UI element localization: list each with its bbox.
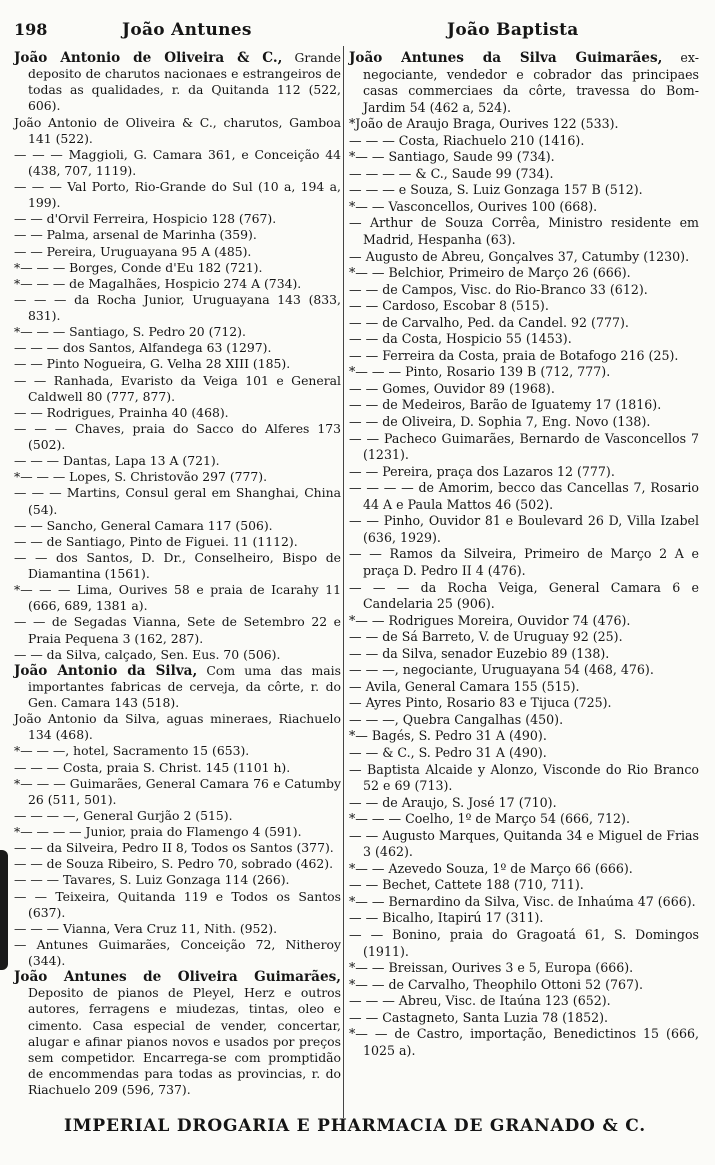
directory-entry [349, 910, 699, 927]
entry-text: — — Ranhada, Evaristo da Veiga 101 e General Caldwell 80 (777, 877). [14, 372, 341, 404]
column-divider [343, 46, 344, 1118]
directory-entry [14, 711, 341, 743]
directory-entry [349, 215, 699, 248]
entry-text: *— Bagés, S. Pedro 31 A (490). [349, 728, 547, 744]
directory-entry [349, 464, 699, 481]
directory-entry [14, 872, 341, 888]
directory-entry [14, 856, 341, 872]
directory-entry [14, 824, 341, 840]
entry-text: *— — de Castro, importação, Benedictinos 15 (666, 1025 a). [349, 1026, 699, 1058]
entry-text: — — de Sá Barreto, V. de Uruguay 92 (25). [349, 629, 623, 645]
directory-entry [14, 260, 341, 276]
directory-entry [349, 745, 699, 762]
entry-text: — Baptista Alcaide y Alonzo, Visconde do Rio Branco 52 e 69 (713). [349, 761, 699, 794]
entry-text: — — Teixeira, Quitanda 119 e Todos os Santos (637). [14, 888, 341, 920]
ink-blot [0, 850, 8, 970]
entry-text: — — & C., S. Pedro 31 A (490). [349, 744, 547, 760]
directory-entry [349, 646, 699, 663]
entry-text: *— — Santiago, Saude 99 (734). [349, 149, 555, 165]
directory-entry [349, 712, 699, 729]
entry-text: — — de Santiago, Pinto de Figuei. 11 (1112). [14, 533, 298, 549]
entry-text: — Arthur de Souza Corrêa, Ministro residente em Madrid, Hespanha (63). [349, 215, 699, 248]
entry-text: — — —, Quebra Cangalhas (450). [349, 711, 564, 727]
entry-text: *— — — Lopes, S. Christovão 297 (777). [14, 469, 268, 485]
directory-entry [14, 453, 341, 469]
entry-text: — — Gomes, Ouvidor 89 (1968). [349, 380, 555, 396]
entry-text: — — Augusto Marques, Quitanda 34 e Miguel de Frias 3 (462). [349, 827, 699, 860]
directory-entry [349, 695, 699, 712]
entry-text: — — — da Rocha Junior, Uruguayana 143 (833, 831). [14, 291, 341, 323]
directory-entry [349, 828, 699, 861]
entry-text: ex-negociante, vendedor e cobrador das principaes casas commerciaes da côrte, travessa do Bom-Jardim 54 (462 a, 524). [363, 50, 699, 115]
entry-text: João Antonio de Oliveira & C., charutos, Gamboa 141 (522). [14, 114, 341, 146]
entry-text: — — — da Rocha Veiga, General Camara 6 e Candelaria 25 (906). [349, 579, 699, 612]
directory-entry [14, 421, 341, 453]
directory-entry [14, 921, 341, 937]
entry-text: *— — Belchior, Primeiro de Março 26 (666). [349, 265, 631, 281]
directory-entry [14, 518, 341, 534]
entry-text: — — da Silveira, Pedro II 8, Todos os Santos (377). [14, 840, 334, 856]
directory-entry [349, 927, 699, 960]
directory-entry [14, 743, 341, 759]
directory-entry [349, 613, 699, 630]
entry-text: *— — — de Magalhães, Hospicio 274 A (734). [14, 275, 302, 291]
entry-text: — — — Vianna, Vera Cruz 11, Nith. (952). [14, 920, 278, 936]
directory-entry [349, 728, 699, 745]
directory-entry [14, 776, 341, 808]
directory-entry [14, 276, 341, 292]
entry-text: — — — Maggioli, G. Camara 361, e Conceição 44 (438, 707, 1119). [14, 146, 341, 178]
directory-entry [349, 993, 699, 1010]
entry-text: — — Ferreira da Costa, praia de Botafogo 216 (25). [349, 347, 679, 363]
entry-text: Grande deposito de charutos nacionaes e estrangeiros de todas as qualidades, r. da Quitanda 112 (522, 606). [28, 50, 341, 114]
directory-entry [349, 397, 699, 414]
directory-entry [349, 298, 699, 315]
page-number: 198 [14, 20, 48, 39]
entry-text: *— — Breissan, Ourives 3 e 5, Europa (666). [349, 960, 634, 976]
entry-heading: João Antonio da Silva, [14, 662, 198, 679]
entry-text: — — de Medeiros, Barão de Iguatemy 17 (1816). [349, 397, 662, 413]
directory-entry [14, 211, 341, 227]
directory-entry [349, 282, 699, 299]
directory-entry [349, 679, 699, 696]
directory-entry [349, 662, 699, 679]
entry-text: — — Bicalho, Itapirú 17 (311). [349, 910, 544, 926]
entry-text: — — — — & C., Saude 99 (734). [349, 165, 554, 181]
entry-text: — — — Dantas, Lapa 13 A (721). [14, 453, 220, 469]
entry-text: — — Cardoso, Escobar 8 (515). [349, 298, 549, 314]
directory-entry [349, 811, 699, 828]
directory-entry [349, 861, 699, 878]
directory-entry [14, 179, 341, 211]
directory-entry [14, 485, 341, 517]
directory-entry [349, 116, 699, 133]
directory-entry [14, 356, 341, 372]
directory-entry [349, 50, 699, 116]
entry-text: *João de Araujo Braga, Ourives 122 (533). [349, 116, 619, 132]
entry-text: *— — Vasconcellos, Ourives 100 (668). [349, 198, 598, 214]
entry-text: — — Pacheco Guimarães, Bernardo de Vasconcellos 7 (1231). [349, 430, 699, 463]
directory-entry [349, 513, 699, 546]
directory-entry [349, 348, 699, 365]
entry-text: — — — Martins, Consul geral em Shanghai, China (54). [14, 485, 341, 517]
directory-entry [349, 762, 699, 795]
entry-text: — — da Silva, senador Euzebio 89 (138). [349, 645, 610, 661]
entry-text: — — Pereira, Uruguayana 95 A (485). [14, 243, 252, 259]
directory-entry [14, 840, 341, 856]
entry-text: — — — —, General Gurjão 2 (515). [14, 807, 233, 823]
entry-text: — Avila, General Camara 155 (515). [349, 678, 580, 694]
directory-entry [349, 381, 699, 398]
entry-text: *— — — Santiago, S. Pedro 20 (712). [14, 324, 246, 340]
footer-advertisement: IMPERIAL DROGARIA E PHARMACIA DE GRANADO & C. [64, 1116, 646, 1136]
directory-entry [349, 877, 699, 894]
entry-text: *— — —, hotel, Sacramento 15 (653). [14, 743, 250, 759]
page-header [10, 18, 700, 42]
directory-entry [14, 760, 341, 776]
entry-text: — — — Costa, Riachuelo 210 (1416). [349, 132, 585, 148]
entry-text: *— — — Coelho, 1º de Março 54 (666, 712). [349, 811, 630, 827]
directory-entry [349, 149, 699, 166]
entry-text: — — Ramos da Silveira, Primeiro de Março 2 A e praça D. Pedro II 4 (476). [349, 546, 699, 578]
entry-text: João Antonio da Silva, aguas mineraes, Riachuelo 134 (468). [14, 711, 341, 743]
directory-entry [14, 937, 341, 969]
entry-text: — — — Abreu, Visc. de Itaúna 123 (652). [349, 993, 611, 1009]
left-column [14, 50, 341, 1098]
directory-entry [14, 50, 341, 115]
directory-entry [14, 808, 341, 824]
entry-text: — — Sancho, General Camara 117 (506). [14, 517, 273, 533]
directory-entry [349, 331, 699, 348]
entry-text: — — —, negociante, Uruguayana 54 (468, 476). [349, 662, 654, 678]
entry-text: — — Bonino, praia do Gragoatá 61, S. Domingos (1911). [349, 926, 699, 959]
directory-entry [349, 182, 699, 199]
directory-entry [349, 1026, 699, 1059]
directory-entry [349, 431, 699, 464]
entry-text: — — — Val Porto, Rio-Grande do Sul (10 a, 194 a, 199). [14, 179, 341, 211]
entry-heading: João Antonio de Oliveira & C., [14, 50, 283, 66]
entry-text: — — de Carvalho, Ped. da Candel. 92 (777). [349, 314, 629, 330]
directory-entry [14, 647, 341, 663]
entry-text: — — Bechet, Cattete 188 (710, 711). [349, 877, 584, 893]
directory-entry [349, 364, 699, 381]
directory-entry [349, 315, 699, 332]
entry-text: — — — Chaves, praia do Sacco do Alferes 173 (502). [14, 420, 341, 452]
entry-text: — — Pereira, praça dos Lazaros 12 (777). [349, 463, 615, 479]
entry-text: — Ayres Pinto, Rosario 83 e Tijuca (725). [349, 695, 612, 711]
directory-entry [349, 249, 699, 266]
directory-entry [349, 480, 699, 513]
directory-entry [14, 292, 341, 324]
directory-entry [349, 414, 699, 431]
directory-entry [14, 663, 341, 711]
entry-text: — — de Oliveira, D. Sophia 7, Eng. Novo (138). [349, 414, 651, 430]
directory-entry [349, 166, 699, 183]
directory-entry [14, 244, 341, 260]
entry-text: *— — — Borges, Conde d'Eu 182 (721). [14, 259, 263, 275]
entry-text: — Antunes Guimarães, Conceição 72, Nitheroy (344). [14, 936, 341, 968]
entry-text: — — Castagneto, Santa Luzia 78 (1852). [349, 1009, 609, 1025]
entry-text: — — de Campos, Visc. do Rio-Branco 33 (612). [349, 281, 648, 297]
entry-text: — — Rodrigues, Prainha 40 (468). [14, 404, 229, 420]
entry-text: — — dos Santos, D. Dr., Conselheiro, Bispo de Diamantina (1561). [14, 549, 341, 581]
entry-text: — — — dos Santos, Alfandega 63 (1297). [14, 340, 272, 356]
entry-text: — — — Tavares, S. Luiz Gonzaga 114 (266). [14, 872, 290, 888]
directory-entry [349, 546, 699, 579]
entry-text: *— — Bernardino da Silva, Visc. de Inhaúma 47 (666). [349, 893, 696, 909]
entry-text: — — Pinto Nogueira, G. Velha 28 XIII (185). [14, 356, 291, 372]
directory-entry [14, 889, 341, 921]
entry-text: *— — — Guimarães, General Camara 76 e Catumby 26 (511, 501). [14, 775, 341, 807]
directory-entry [14, 147, 341, 179]
directory-entry [14, 373, 341, 405]
directory-entry [349, 795, 699, 812]
entry-text: *— — — — Junior, praia do Flamengo 4 (591). [14, 824, 302, 839]
right-column [349, 50, 699, 1059]
entry-text: — — Pinho, Ouvidor 81 e Boulevard 26 D, Villa Izabel (636, 1929). [349, 513, 699, 545]
directory-entry [349, 265, 699, 282]
entry-text: *— — Rodrigues Moreira, Ouvidor 74 (476). [349, 612, 631, 628]
left-running-heading: João Antunes [122, 20, 252, 40]
directory-entry [349, 960, 699, 977]
directory-entry [14, 969, 341, 1098]
directory-entry [14, 614, 341, 646]
entry-text: Deposito de pianos de Pleyel, Herz e outros autores, ferragens e miudezas, tintas, oleo e cimento. Casa especial de vender, concertar, alugar e afinar pianos novos e usados por preços sem competidor. Encarrega-se com promptidão de encommendas para todas as provincias, r. do Riachuelo 209 (596, 737). [28, 985, 341, 1097]
entry-text: — — — Costa, praia S. Christ. 145 (1101 h). [14, 759, 291, 775]
directory-entry [349, 133, 699, 150]
directory-entry [14, 405, 341, 421]
entry-text: — — de Souza Ribeiro, S. Pedro 70, sobrado (462). [14, 856, 334, 872]
entry-heading: João Antunes de Oliveira Guimarães, [14, 969, 341, 986]
entry-text: — Augusto de Abreu, Gonçalves 37, Catumby (1230). [349, 248, 690, 264]
entry-text: Com uma das mais importantes fabricas de cerveja, da côrte, r. do Gen. Camara 143 (518). [28, 662, 341, 710]
entry-text: — — d'Orvil Ferreira, Hospicio 128 (767). [14, 211, 277, 227]
entry-text: — — da Costa, Hospicio 55 (1453). [349, 331, 572, 347]
directory-entry [14, 469, 341, 485]
entry-text: — — — — de Amorim, becco das Cancellas 7, Rosario 44 A e Paula Mattos 46 (502). [349, 480, 699, 512]
entry-text: *— — de Carvalho, Theophilo Ottoni 52 (767). [349, 976, 643, 992]
directory-entry [14, 227, 341, 243]
directory-entry [349, 629, 699, 646]
directory-entry [349, 1010, 699, 1027]
entry-text: — — da Silva, calçado, Sen. Eus. 70 (506). [14, 646, 281, 662]
directory-entry [14, 550, 341, 582]
entry-text: *— — — Lima, Ourives 58 e praia de Icarahy 11 (666, 689, 1381 a). [14, 582, 341, 614]
entry-text: *— — — Pinto, Rosario 139 B (712, 777). [349, 364, 611, 380]
directory-entry [349, 977, 699, 994]
directory-entry [14, 115, 341, 147]
entry-text: — — Palma, arsenal de Marinha (359). [14, 227, 257, 243]
right-running-heading: João Baptista [447, 20, 579, 40]
directory-entry [14, 534, 341, 550]
directory-entry [349, 894, 699, 911]
directory-entry [14, 340, 341, 356]
directory-entry [349, 199, 699, 216]
directory-entry [349, 580, 699, 613]
entry-text: — — de Araujo, S. José 17 (710). [349, 794, 557, 810]
directory-entry [14, 324, 341, 340]
entry-heading: João Antunes da Silva Guimarães, [349, 50, 663, 66]
entry-text: — — — e Souza, S. Luiz Gonzaga 157 B (512). [349, 182, 643, 198]
entry-text: *— — Azevedo Souza, 1º de Março 66 (666). [349, 860, 633, 876]
entry-text: — — de Segadas Vianna, Sete de Setembro 22 e Praia Pequena 3 (162, 287). [14, 614, 341, 646]
directory-entry [14, 582, 341, 614]
